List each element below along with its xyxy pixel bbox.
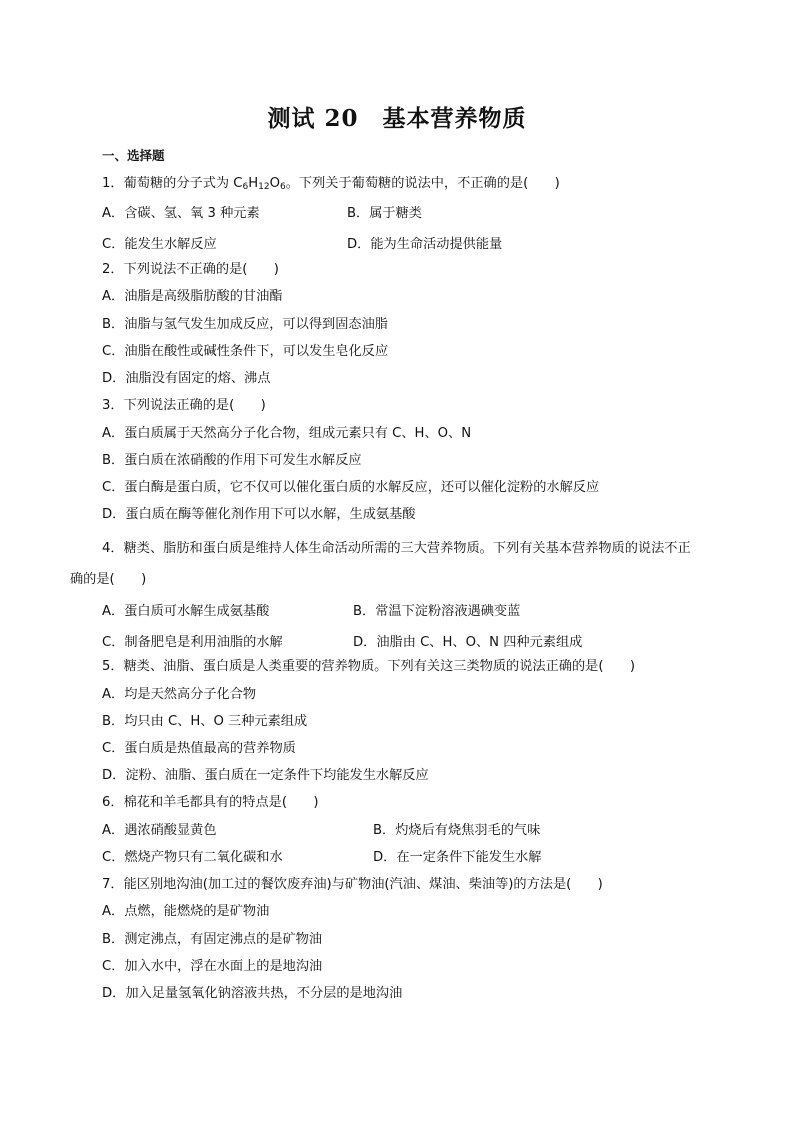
q2-option-c: C．油脂在酸性或碱性条件下，可以发生皂化反应	[102, 344, 389, 359]
q1-option-d: D．能为生命活动提供能量	[347, 237, 503, 252]
q3-option-d: D．蛋白质在酶等催化剂作用下可以水解，生成氨基酸	[102, 507, 416, 522]
question-2-stem: 2．下列说法不正确的是( )	[102, 262, 279, 277]
q1-text-d: 。下列关于葡萄糖的说法中，不正确的是( )	[285, 176, 560, 191]
q3-option-a: A．蛋白质属于天然高分子化合物，组成元素只有 C、H、O、N	[102, 426, 472, 441]
question-5-stem: 5．糖类、油脂、蛋白质是人类重要的营养物质。下列有关这三类物质的说法正确的是( )	[102, 659, 635, 674]
q5-option-c: C．蛋白质是热值最高的营养物质	[102, 741, 296, 756]
q2-option-a: A．油脂是高级脂肪酸的甘油酯	[102, 289, 283, 304]
q6-option-a: A．遇浓硝酸显黄色	[102, 823, 217, 838]
q4-option-c: C．制备肥皂是利用油脂的水解	[102, 635, 283, 650]
q1-option-b: B．属于糖类	[347, 206, 422, 221]
q7-option-d: D．加入足量氢氧化钠溶液共热，不分层的是地沟油	[102, 986, 403, 1001]
q3-option-b: B．蛋白质在浓硝酸的作用下可发生水解反应	[102, 453, 362, 468]
q3-option-c: C．蛋白酶是蛋白质，它不仅可以催化蛋白质的水解反应，还可以催化淀粉的水解反应	[102, 480, 600, 495]
q1-text-c: O	[269, 176, 280, 191]
q7-option-b: B．测定沸点，有固定沸点的是矿物油	[102, 932, 323, 947]
page-title: 测试 20 基本营养物质	[267, 105, 527, 132]
q6-option-d: D．在一定条件下能发生水解	[373, 850, 542, 865]
question-4-stem-line-2: 确的是( )	[70, 572, 147, 587]
q1-text-b: H	[248, 176, 259, 191]
section-heading: 一、选择题	[102, 148, 165, 163]
q2-option-d: D．油脂没有固定的熔、沸点	[102, 371, 271, 386]
q1-sub-2: 12	[258, 182, 270, 192]
q1-sub-1: 6	[242, 182, 249, 192]
q1-sub-3: 6	[279, 182, 286, 192]
q6-option-b: B．灼烧后有烧焦羽毛的气味	[373, 823, 541, 838]
q4-option-b: B．常温下淀粉溶液遇碘变蓝	[353, 604, 521, 619]
q4-option-a: A．蛋白质可水解生成氨基酸	[102, 604, 270, 619]
q4-option-d: D．油脂由 C、H、O、N 四种元素组成	[353, 635, 583, 650]
question-3-stem: 3．下列说法正确的是( )	[102, 398, 266, 413]
q7-option-a: A．点燃，能燃烧的是矿物油	[102, 904, 270, 919]
q7-option-c: C．加入水中，浮在水面上的是地沟油	[102, 959, 323, 974]
q5-option-a: A．均是天然高分子化合物	[102, 687, 257, 702]
q5-option-b: B．均只由 C、H、O 三种元素组成	[102, 714, 308, 729]
q5-option-d: D．淀粉、油脂、蛋白质在一定条件下均能发生水解反应	[102, 768, 429, 783]
q6-option-c: C．燃烧产物只有二氧化碳和水	[102, 850, 283, 865]
q1-option-c: C．能发生水解反应	[102, 237, 217, 252]
q2-option-b: B．油脂与氢气发生加成反应，可以得到固态油脂	[102, 317, 388, 332]
q1-text-a: 1．葡萄糖的分子式为 C	[102, 176, 243, 191]
question-7-stem: 7．能区别地沟油(加工过的餐饮废弃油)与矿物油(汽油、煤油、柴油等)的方法是( )	[102, 877, 603, 892]
question-4-stem-line-1: 4．糖类、脂肪和蛋白质是维持人体生命活动所需的三大营养物质。下列有关基本营养物质的说法不正	[102, 541, 691, 556]
q1-option-a: A．含碳、氢、氧 3 种元素	[102, 206, 260, 221]
question-6-stem: 6．棉花和羊毛都具有的特点是( )	[102, 795, 319, 810]
question-1-stem	[102, 175, 560, 193]
